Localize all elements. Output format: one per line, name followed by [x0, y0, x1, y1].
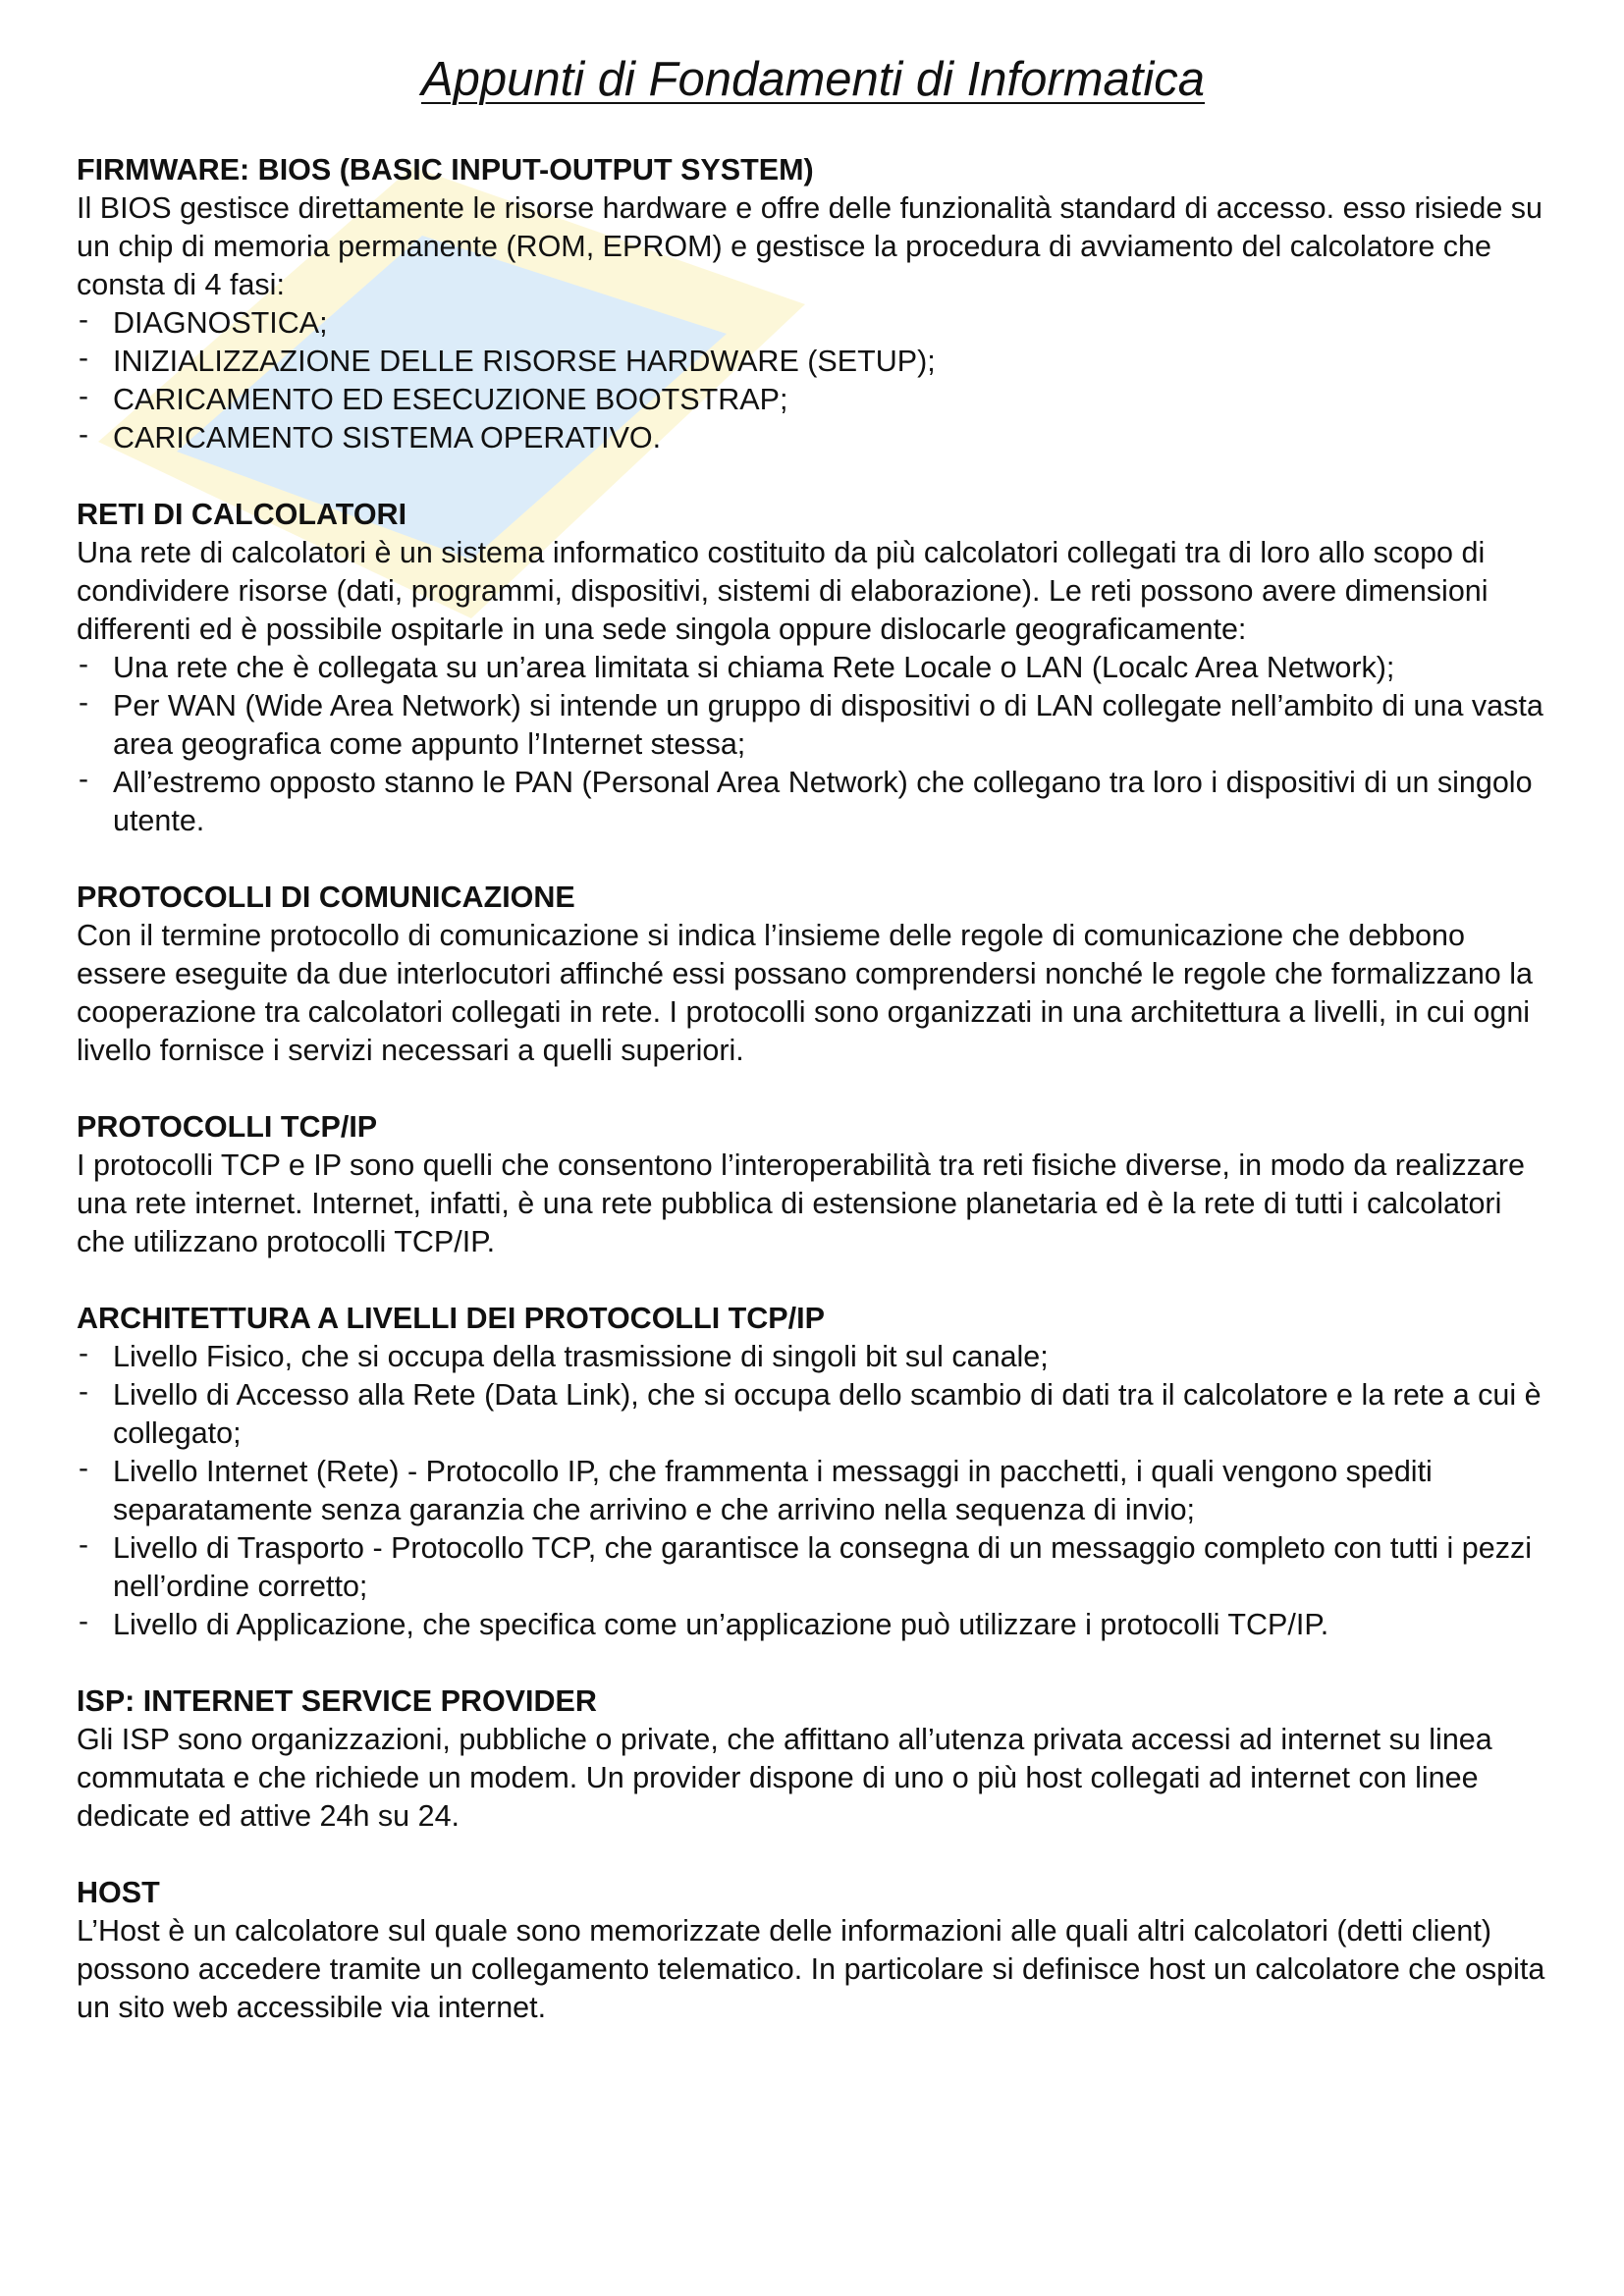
section-heading: PROTOCOLLI DI COMUNICAZIONE: [77, 881, 575, 914]
list-item-text: Livello di Accesso alla Rete (Data Link), che si occupa dello scambio di dati tra il calcolatore e la rete a cui è collegato;: [113, 1378, 1542, 1450]
list-item-text: CARICAMENTO SISTEMA OPERATIVO.: [113, 421, 662, 454]
dash-bullet-icon: -: [79, 686, 88, 719]
list-item: [77, 1453, 1549, 1529]
section: [77, 151, 1549, 457]
document-page: [77, 47, 1549, 2065]
list-item: [77, 649, 1549, 687]
section: [77, 496, 1549, 840]
list-item-text: Livello Fisico, che si occupa della trasmissione di singoli bit sul canale;: [113, 1340, 1049, 1373]
list-item: [77, 764, 1549, 840]
section-heading: ARCHITETTURA A LIVELLI DEI PROTOCOLLI TCP/IP: [77, 1302, 825, 1335]
section-paragraph: Il BIOS gestisce direttamente le risorse hardware e offre delle funzionalità standard di accesso. esso risiede su un chip di memoria permanente (ROM, EPROM) e gestisce la procedura di avviamento del calcolatore che consta di 4 fasi:: [77, 191, 1543, 301]
section-heading: ISP: INTERNET SERVICE PROVIDER: [77, 1684, 597, 1718]
list-item-text: Livello di Trasporto - Protocollo TCP, che garantisce la consegna di un messaggio completo con tutti i pezzi nell’ordine corretto;: [113, 1531, 1533, 1603]
dash-bullet-icon: -: [79, 342, 88, 374]
section: [77, 1874, 1549, 2027]
list-item: [77, 304, 1549, 343]
section-paragraph: L’Host è un calcolatore sul quale sono memorizzate delle informazioni alle quali altri calcolatori (detti client) possono accedere tramite un collegamento telematico. In particolare si definisce host un calcolatore che ospita un sito web accessibile via internet.: [77, 1914, 1545, 2024]
dash-bullet-icon: -: [79, 763, 88, 795]
section-heading: FIRMWARE: BIOS (BASIC INPUT-OUTPUT SYSTEM): [77, 153, 814, 187]
dash-bullet-icon: -: [79, 1375, 88, 1408]
section-paragraph: Una rete di calcolatori è un sistema informatico costituito da più calcolatori collegati tra di loro allo scopo di condividere risorse (dati, programmi, dispositivi, sistemi di elaborazione). Le reti possono avere dimensioni differenti ed è possibile ospitarle in una sede singola oppure dislocarle geograficamente:: [77, 536, 1489, 646]
section: [77, 1300, 1549, 1644]
list-item: [77, 1376, 1549, 1453]
dash-bullet-icon: -: [79, 303, 88, 336]
list-item-text: Livello di Applicazione, che specifica come un’applicazione può utilizzare i protocolli TCP/IP.: [113, 1608, 1329, 1641]
dash-bullet-icon: -: [79, 380, 88, 412]
dash-bullet-icon: -: [79, 1452, 88, 1484]
list-item: [77, 1338, 1549, 1376]
section-heading: PROTOCOLLI TCP/IP: [77, 1110, 378, 1144]
bullet-list: [77, 304, 1549, 457]
sections-container: [77, 151, 1549, 2027]
list-item-text: Una rete che è collegata su un’area limitata si chiama Rete Locale o LAN (Localc Area Network);: [113, 651, 1395, 684]
section-paragraph: Gli ISP sono organizzazioni, pubbliche o private, che affittano all’utenza privata accessi ad internet su linea commutata e che richiede un modem. Un provider dispone di uno o più host collegati ad internet con linee dedicate ed attive 24h su 24.: [77, 1723, 1492, 1833]
section-heading: RETI DI CALCOLATORI: [77, 498, 407, 531]
list-item: [77, 1606, 1549, 1644]
dash-bullet-icon: -: [79, 648, 88, 680]
section: [77, 1108, 1549, 1261]
list-item-text: CARICAMENTO ED ESECUZIONE BOOTSTRAP;: [113, 383, 788, 416]
section-paragraph: Con il termine protocollo di comunicazione si indica l’insieme delle regole di comunicazione che debbono essere eseguite da due interlocutori affinché essi possano comprendersi nonché le regole che formalizzano la cooperazione tra calcolatori collegati in rete. I protocolli sono organizzati in una architettura a livelli, in cui ogni livello fornisce i servizi necessari a quelli superiori.: [77, 919, 1533, 1067]
list-item-text: All’estremo opposto stanno le PAN (Personal Area Network) che collegano tra loro i dispositivi di un singolo utente.: [113, 766, 1533, 837]
list-item: [77, 343, 1549, 381]
bullet-list: [77, 1338, 1549, 1644]
list-item: [77, 1529, 1549, 1606]
list-item: [77, 419, 1549, 457]
dash-bullet-icon: -: [79, 1337, 88, 1369]
list-item-text: DIAGNOSTICA;: [113, 306, 328, 340]
bullet-list: [77, 649, 1549, 840]
section: [77, 879, 1549, 1070]
list-item: [77, 687, 1549, 764]
section-paragraph: I protocolli TCP e IP sono quelli che consentono l’interoperabilità tra reti fisiche diverse, in modo da realizzare una rete internet. Internet, infatti, è una rete pubblica di estensione planetaria ed è la rete di tutti i calcolatori che utilizzano protocolli TCP/IP.: [77, 1148, 1525, 1258]
dash-bullet-icon: -: [79, 418, 88, 451]
dash-bullet-icon: -: [79, 1605, 88, 1637]
list-item-text: INIZIALIZZAZIONE DELLE RISORSE HARDWARE (SETUP);: [113, 345, 936, 378]
section-heading: HOST: [77, 1876, 160, 1909]
list-item: [77, 381, 1549, 419]
list-item-text: Per WAN (Wide Area Network) si intende un gruppo di dispositivi o di LAN collegate nell’ambito di una vasta area geografica come appunto l’Internet stessa;: [113, 689, 1543, 761]
dash-bullet-icon: -: [79, 1528, 88, 1561]
section: [77, 1682, 1549, 1836]
list-item-text: Livello Internet (Rete) - Protocollo IP, che frammenta i messaggi in pacchetti, i quali vengono spediti separatamente senza garanzia che arrivino e che arrivino nella sequenza di invio;: [113, 1455, 1433, 1526]
page-title: Appunti di Fondamenti di Informatica: [420, 53, 1206, 106]
